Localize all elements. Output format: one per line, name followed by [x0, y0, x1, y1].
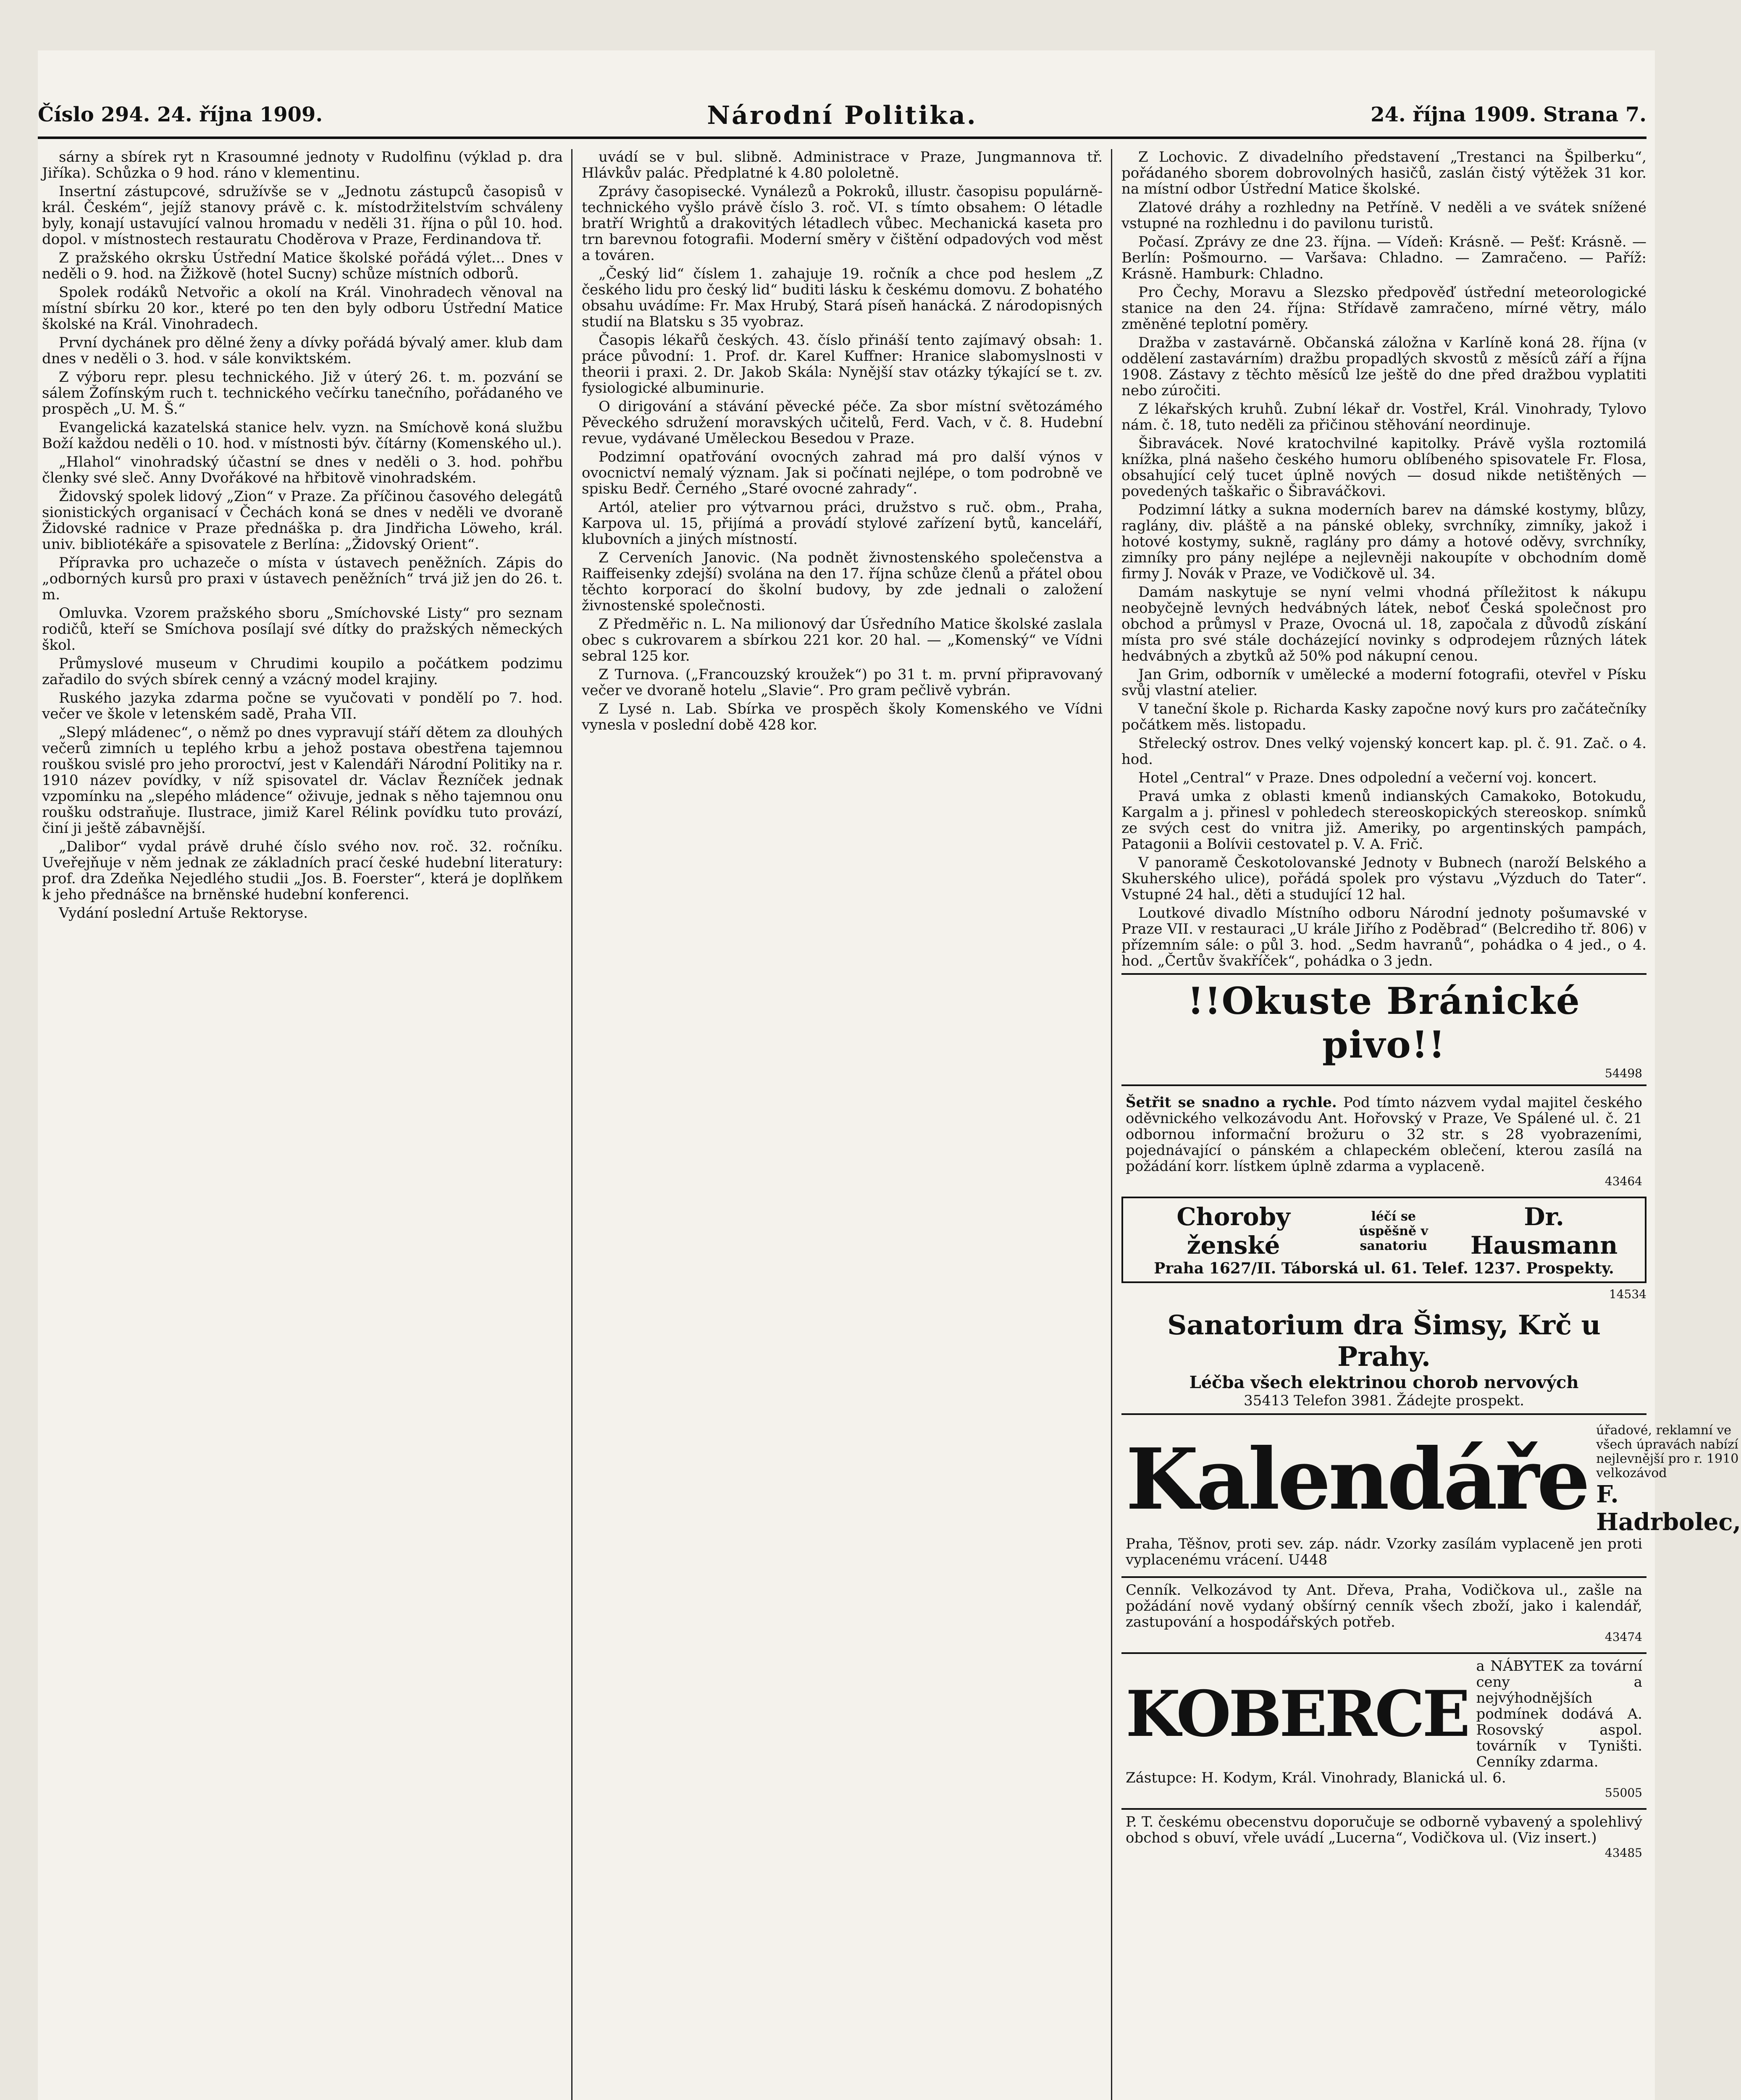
article-paragraph: Z Lochovic. Z divadelního představení „Trestanci na Špilberku“, pořádaného sborem dobrovolných hasičů, zaslán čistý výtěžek 31 kor. na místní odbor Ústřední Matice školské. [1121, 149, 1646, 197]
masthead [38, 99, 1646, 139]
article-paragraph: O dirigování a stávání pěvecké péče. Za sbor místní světozámého Pěveckého sdružení moravských učitelů, Ferd. Vach, v č. 8. Hudební revue, vydávané Uměleckou Besedou v Praze. [582, 398, 1103, 447]
ad-number: 43474 [1604, 1630, 1642, 1644]
column-2 [582, 149, 1103, 735]
clothing-ad [1121, 1090, 1646, 1192]
article-paragraph: Podzimní opatřování ovocných zahrad má pro další výnos v ovocnictví nemalý význam. Jak si počínati nejlépe, o tom podrobně ve spisku Bedř. Černého „Staré ovocné zahrady“. [582, 449, 1103, 497]
simsa-phone: 35413 Telefon 3981. Žádejte prospekt. [1244, 1392, 1524, 1409]
column-1 [42, 149, 563, 924]
article-paragraph: Z Lysé n. Lab. Sbírka ve prospěch školy Komenského ve Vídni vynesla v poslední době 428 kor. [582, 701, 1103, 733]
kalendar-ad [1121, 1419, 1741, 1572]
article-paragraph: Loutkové divadlo Místního odboru Národní jednoty pošumavské v Praze VII. v restauraci „U krále Jiřího z Poděbrad“ (Belcrediho tř. 806) v přízemním sále: o půl 3. hod. „Sedm havranů“, pohádka o 4 jed., o 4. hod. „Čertův švakříček“, pohádka o 3 jedn. [1121, 905, 1646, 969]
article-paragraph: sárny a sbírek ryt n Krasoumné jednoty v Rudolfinu (výklad p. dra Jiříka). Schůzka o 9 hod. ráno v klementinu. [42, 149, 563, 181]
article-paragraph: Ruského jazyka zdarma počne se vyučovati v pondělí po 7. hod. večer ve škole v letenském sadě, Praha VII. [42, 690, 563, 722]
article-paragraph: Zprávy časopisecké. Vynálezů a Pokroků, illustr. časopisu populárně-technického vyšlo právě číslo 3. roč. VI. s tímto obsahem: O létadle bratří Wrightů a drakovitých létadlech vůbec. Mechanická kaseta pro trn barevnou fotografii. Moderní směry v čištění odpadových vod měst a továren. [582, 183, 1103, 264]
article-paragraph: První dychánek pro dělné ženy a dívky pořádá bývalý amer. klub dam dnes v neděli o 3. hod. v sále konviktském. [42, 334, 563, 367]
footer-text: P. T. českému obecenstvu doporučuje se odborně vybavený a spolehlivý obchod s obuví, vřele uvádí „Lucerna“, Vodičkova ul. (Viz insert.) [1126, 1814, 1642, 1846]
article-paragraph: Časopis lékařů českých. 43. číslo přináší tento zajímavý obsah: 1. práce původní: 1. Prof. dr. Karel Kuffner: Hranice slabomyslnosti v theorii i praxi. 2. Dr. Jakob Skála: Nynější stav otázky týkající se t. zv. fysiologické albuminurie. [582, 332, 1103, 396]
kalendar-side: úřadové, reklamní ve všech úpravách nabízí nejlevnější pro r. 1910 velkozávod [1596, 1423, 1739, 1480]
kalendar-title: Kalendáře [1126, 1430, 1588, 1529]
ad-number: 43464 [1604, 1174, 1642, 1188]
article-paragraph: uvádí se v bul. slibně. Administrace v Praze, Jungmannova tř. Hlávkův palác. Předplatné k 4.80 pololetně. [582, 149, 1103, 181]
koberce-ad [1121, 1652, 1646, 1804]
article-paragraph: Z Cerveních Janovic. (Na podnět živnostenského společenstva a Raiffeisenky zdejší) svolána na den 17. října schůze členů a přátel obou těchto korporací do školní budovy, by zde jednali o založení živnostenské společnosti. [582, 549, 1103, 614]
article-paragraph: Pravá umka z oblasti kmenů indianských Camakoko, Botokudu, Kargalm a j. přinesl v pohledech stereoskopických stereoskop. snímků ze svých cest do vnitra již. Ameriky, po argentinských pampách, Patagonii a Bolívii cestovatel p. V. A. Frič. [1121, 788, 1646, 853]
article-paragraph: Z Turnova. („Francouzský kroužek“) po 31 t. m. první připravovaný večer ve dvoraně hotelu „Slavie“. Pro gram pečlivě vybrán. [582, 666, 1103, 699]
article-paragraph: Podzimní látky a sukna moderních barev na dámské kostymy, blůzy, raglány, div. pláště a na pánské obleky, svrchníky, zimníky, jakož i hotové kostymy, sukně, raglány pro dámy a hotové oděvy, svrchníky, zimníky pro pány nejlépe a nejlevněji nakoupíte v obchodním domě firmy J. Novák v Praze, ve Vodičkově ul. 34. [1121, 501, 1646, 582]
newspaper-title: Národní Politika. [707, 101, 977, 130]
hausmann-title: Choroby ženské [1176, 1202, 1290, 1260]
hausmann-name: Dr. Hausmann [1470, 1202, 1618, 1260]
hausmann-middle: léčí se úspěšně v sanatoriu [1359, 1209, 1428, 1253]
hausmann-address: Praha 1627/II. Táborská ul. 61. Telef. 1237. Prospekty. [1154, 1260, 1614, 1277]
beer-headline: !!Okuste Bránické pivo!! [1187, 979, 1581, 1066]
hausmann-ad [1121, 1197, 1646, 1283]
simsa-title: Sanatorium dra Šimsy, Krč u Prahy. [1167, 1310, 1601, 1373]
article-paragraph: Omluvka. Vzorem pražského sboru „Smíchovské Listy“ pro seznam rodičů, kteří se Smíchova posílají své dítky do pražských německých škol. [42, 605, 563, 654]
article-paragraph: Židovský spolek lidový „Zion“ v Praze. Za příčinou časového delegátů sionistických organisací v Čechách koná se dnes v neděli ve dvoraně Židovské radnice v Praze přednáška p. dra Jindřicha Löweho, král. univ. bibliotékáře a spisovatele z Berlína: „Židovský Orient“. [42, 488, 563, 553]
ad-number: 55005 [1604, 1786, 1642, 1800]
article-paragraph: Zlatové dráhy a rozhledny na Petříně. V neděli a ve svátek snížené vstupné na rozhlednu i do pavilonu turistů. [1121, 199, 1646, 232]
cennik-text: Cenník. Velkozávod ty Ant. Dřeva, Praha, Vodičkova ul., zašle na požádání nově vydaný obšírný cenník všech zboží, jako i kalendář, zastupování a hospodářských potřeb. [1126, 1582, 1642, 1630]
article-paragraph: „Hlahol“ vinohradský účastní se dnes v neděli o 3. hod. pohřbu členky své sleč. Anny Dvořákové na hřbitově vinohradském. [42, 454, 563, 486]
article-paragraph: V taneční škole p. Richarda Kasky započne nový kurs pro začátečníky počátkem měs. listopadu. [1121, 701, 1646, 733]
simsa-ad [1121, 1305, 1646, 1415]
article-paragraph: Z pražského okrsku Ústřední Matice školské pořádá výlet... Dnes v neděli o 9. hod. na Žižkově (hotel Sucny) schůze místních odborů. [42, 249, 563, 282]
column-3 [1121, 149, 1741, 1868]
clothing-headline: Šetřit se snadno a rychle. [1126, 1094, 1337, 1111]
ad-number: 43485 [1604, 1846, 1642, 1860]
article-paragraph: Insertní zástupcové, sdružívše se v „Jednotu zástupců časopisů v král. Českém“, jejíž stanovy právě c. k. místodržitelstvím schváleny byly, konají ustavující valnou hromadu v neděli 31. října o půl 10. hod. dopol. v místnostech restauratu Choděrova v Praze, Ferdinandova tř. [42, 183, 563, 248]
column-3-articles [1121, 149, 1646, 969]
article-paragraph: Průmyslové museum v Chrudimi koupilo a počátkem podzimu zařadilo do svých sbírek cenný a vzácný model krajiny. [42, 655, 563, 688]
article-paragraph: Střelecký ostrov. Dnes velký vojenský koncert kap. pl. č. 91. Zač. o 4. hod. [1121, 735, 1646, 768]
article-paragraph: Spolek rodáků Netvořic a okolí na Král. Vinohradech věnoval na místní sbírku 20 kor., které po ten den byly odboru Ústřední Matice školské na Král. Vinohradech. [42, 284, 563, 333]
column-rule [1111, 149, 1112, 2100]
article-paragraph: Šibravácek. Nové kratochvilné kapitolky. Právě vyšla roztomilá knížka, plná našeho českého humoru oblíbeného spisovatele Fr. Flosa, obsahující celý tucet úplně nových — dosud nikde netištěných — povedených taškařic o Šibraváčkovi. [1121, 435, 1646, 500]
clothing-text: Pod tímto názvem vydal majitel českého oděvnického velkozávodu Ant. Hořovský v Praze, Ve Spálené ul. č. 21 odbornou informační brožuru o 32 str. s 28 vyobrazeními, pojednávající o pánském a chlapeckém oblečení, kterou zasílá na požádání korr. lístkem úplně zdarma a vyplaceně. [1126, 1094, 1642, 1175]
article-paragraph: Jan Grim, odborník v umělecké a moderní fotografii, otevřel v Písku svůj vlastní atelier. [1121, 666, 1646, 699]
page-number: 24. října 1909. Strana 7. [1371, 103, 1646, 126]
article-paragraph: Přípravka pro uchazeče o místa v ústavech peněžních. Zápis do „odborných kursů pro praxi v ústavech peněžních“ trvá již jen do 26. t. m. [42, 554, 563, 603]
article-paragraph: Počasí. Zprávy ze dne 23. října. — Vídeň: Krásně. — Pešť: Krásně. — Berlín: Pošmourno. — Varšava: Chladno. — Zamračeno. — Paříž: Krásně. Hamburk: Chladno. [1121, 234, 1646, 282]
article-paragraph: Dražba v zastavárně. Občanská záložna v Karlíně koná 28. října (v oddělení zastavárním) dražbu propadlých skvostů z měsíců září a října 1908. Zástavy z těchto měsíců lze ještě do dne před dražbou vyplatiti nebo zúročiti. [1121, 334, 1646, 399]
column-rule [571, 149, 572, 2100]
article-paragraph: Hotel „Central“ v Praze. Dnes odpolední a večerní voj. koncert. [1138, 769, 1597, 786]
article-paragraph: Z výboru repr. plesu technického. Již v úterý 26. t. m. pozvání se sálem Žofínským ruch t. technického večírku tanečního, pořádaného ve prospěch „U. M. Š.“ [42, 369, 563, 417]
article-paragraph: Evangelická kazatelská stanice helv. vyzn. na Smíchově koná službu Boží každou neděli o 10. hod. v místnosti býv. čítárny (Komenského ul.). [42, 419, 563, 452]
article-paragraph: Damám naskytuje se nyní velmi vhodná příležitost k nákupu neobyčejně levných hedvábných látek, neboť Česká společnost pro obchod a průmysl v Praze, Ovocná ul. 18, započala z důvodů získání místa pro své stále docházející novinky s odprodejem různých látek hedvábných a zbytků až 50% pod nákupní cenou. [1121, 584, 1646, 664]
ad-number: 54498 [1604, 1066, 1642, 1080]
issue-number: Číslo 294. 24. října 1909. [38, 103, 323, 126]
article-paragraph: „Dalibor“ vydal právě druhé číslo svého nov. roč. 32. ročníku. Uveřejňuje v něm jednak ze základních prací české hudební literatury: prof. dra Zdeňka Nejedlého studii „Jos. B. Foerster“, která je doplňkem k jeho přednášce na brněnské hudební konferenci. [42, 838, 563, 903]
article-paragraph: „Slepý mládenec“, o němž po dnes vypravují stáří dětem za dlouhých večerů zimních u teplého krbu a jehož postava obestřena tajemnou rouškou svislé pro jeho proroctví, jest v Kalendáři Národní Politiky na r. 1910 název povídky, v níž spisovatel dr. Václav Řezníček jednak vzpomínku na „slepého mládence“ oživuje, jednak s něho tajemnou onu roušku odstraňuje. Ilustrace, jimiž Karel Rélink povídku tuto provází, činí ji ještě zábavnější. [42, 724, 563, 837]
ad-number: 14534 [1609, 1287, 1646, 1301]
koberce-rep: Zástupce: H. Kodym, Král. Vinohrady, Blanická ul. 6. [1126, 1769, 1506, 1786]
article-paragraph: Pro Čechy, Moravu a Slezsko předpověď ústřední meteorologické stanice na den 24. října: Střídavě zamračeno, mírné větry, málo změněné teplotní poměry. [1121, 284, 1646, 333]
article-paragraph: „Český lid“ číslem 1. zahajuje 19. ročník a chce pod heslem „Z českého lidu pro český lid“ buditi lásku k českému domovu. Z bohatého obsahu uvádíme: Fr. Max Hrubý, Stará píseň hanácká. Z národopisných studií na Blatsku s 35 vyobraz. [582, 265, 1103, 330]
cennik-ad [1121, 1576, 1646, 1648]
simsa-text: Léčba všech elektrinou chorob nervových [1189, 1373, 1579, 1392]
article-paragraph: V panoramě Českotolovanské Jednoty v Bubnech (naroží Belského a Skuherského ulice), pořádá spolek pro výstavu „Výzduch do Tater“. Vstupné 24 hal., děti a studující 12 hal. [1121, 854, 1646, 903]
article-paragraph: Artól, atelier pro výtvarnou práci, družstvo s ruč. obm., Praha, Karpova ul. 15, přijímá a provádí stylové zařízení bytů, kanceláří, klubovních a jiných místností. [582, 499, 1103, 548]
kalendar-firm: F. Hadrbolec, [1596, 1480, 1741, 1536]
article-paragraph: Vydání poslední Artuše Rektoryse. [59, 905, 308, 921]
footer-ad [1121, 1808, 1646, 1864]
article-paragraph: Z lékařských kruhů. Zubní lékař dr. Vostřel, Král. Vinohrady, Tylovo nám. č. 18, tuto neděli za přičinou stěhování neordinuje. [1121, 401, 1646, 433]
beer-ad [1121, 973, 1646, 1086]
koberce-text: a NÁBYTEK za tovární ceny a nejvýhodnějších podmínek dodává A. Rosovský aspol. továrník v Tyništi. Cenníky zdarma. [1476, 1658, 1642, 1770]
kalendar-address: Praha, Těšnov, proti sev. záp. nádr. Vzorky zasílám vyplaceně jen proti vyplacenému vrácení. U448 [1126, 1536, 1642, 1568]
article-paragraph: Z Předměřic n. L. Na milionový dar Úsředního Matice školské zaslala obec s cukrovarem a sbírkou 221 kor. 20 hal. — „Komenský“ ve Vídni sebral 125 kor. [582, 616, 1103, 664]
koberce-title: KOBERCE [1126, 1677, 1468, 1751]
